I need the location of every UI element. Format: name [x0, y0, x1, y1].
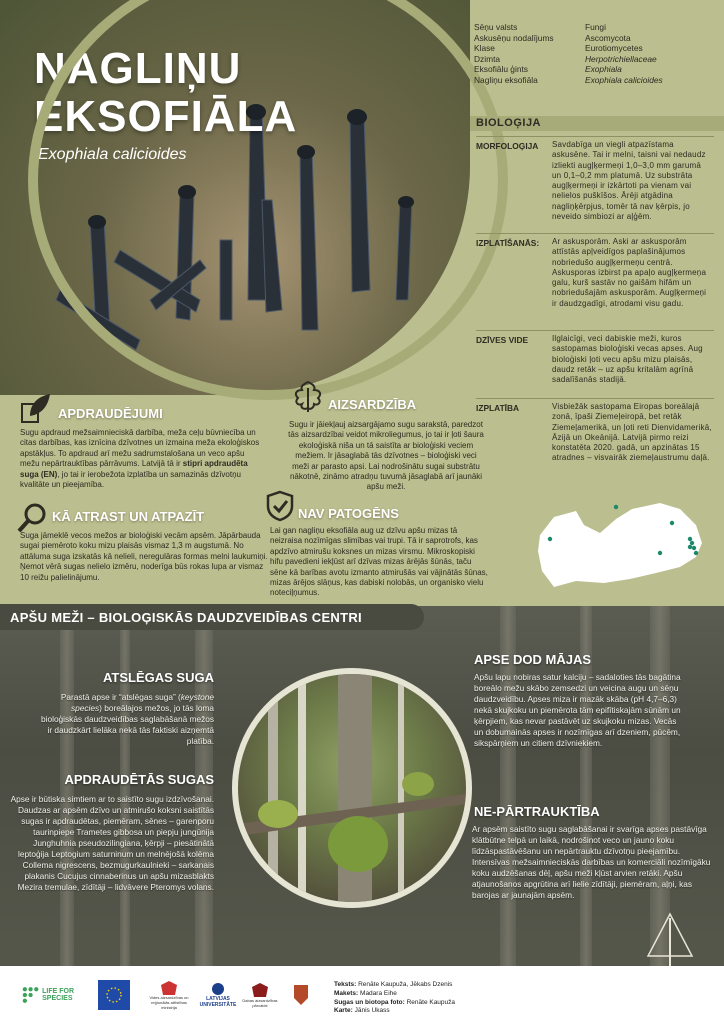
- ministry-logo: Vides aizsardzības un reģionālās attīstības ministrija: [148, 980, 190, 1010]
- biology-row-dispersal: IZPLATĪŠANĀS: Ar askusporām. Aski ar askusporām attīstās apļveidīgos paplašinājumos nobriedušo augļķermeņu centrā. Askusporas izbirst pa apaļo augļķermeņa galu, kurš sastāv no gaišām hifām un nobriedušajām askusporām. Augļķermeņi ir daudzgadīgi, atrodami visu gadu.: [476, 237, 707, 308]
- taxonomy-row: Nagliņu eksofiāla Exophiala calicioides: [474, 74, 663, 85]
- biology-row-habitat: DZĪVES VIDE Ilglaicīgi, veci dabiskie meži, kuros sastopamas bioloģiski vecas apses. Aug bioloģiski ļoti vecu apšu mizu plaisās, daudz retāk – uz apšu kritalām agrīnā sadalīšanās stadijā.: [476, 334, 703, 385]
- credits: Teksts: Renāte Kaupuža, Jēkabs Dzenis Makets: Madara Eihe Sugas un biotopa foto: Renāte Kaupuža Karte: Jānis Ukass: [334, 981, 456, 1015]
- magnifier-icon: [16, 502, 48, 534]
- title-line-1: NAGLIŅU: [34, 44, 242, 93]
- taxonomy-row: Sēņu valsts Fungi: [474, 22, 606, 32]
- protection-text: Sugu ir jāiekļauj aizsargājamo sugu sarakstā, paredzot tās aizsardzībai veidot mikroliegumus, jo tai ir ļoti šaura ekoloģiskā niša un tā saistīta ar bioloģiski veciem mežiem. Ir jāsaglabā tās dzīvotnes – bioloģiski veci meži ar parasto apsi. Lai nodrošinātu sugai substrātu nākotnē, zināmo atradņu tuvumā jāsaglabā arī jaunāki apšu meži.: [288, 420, 484, 492]
- taxonomy-row: Eksofiālu ģints Exophiala: [474, 64, 622, 75]
- divider: [476, 330, 714, 331]
- life-logo-icon: [22, 983, 39, 1007]
- continuity-title: NE-PĀRTRAUKTĪBA: [474, 804, 600, 819]
- threatened-title: APDRAUDĒTĀS SUGAS: [64, 772, 214, 787]
- divider: [476, 398, 714, 399]
- threats-title: APDRAUDĒJUMI: [58, 406, 163, 421]
- title-line-2: EKSOFIĀLA: [34, 92, 298, 141]
- taxonomy-table: [474, 22, 714, 86]
- latvia-distribution-map: [520, 495, 720, 595]
- map-dot: [658, 551, 662, 555]
- threatened-text: Apse ir būtiska simtiem ar to saistīto sugu izdzīvošanai. Daudzas ar apsēm dzīvo un atmirušo koksni saistītās sugas ir apdraudētas, piemēram, sēnes – garenporu taurinpiepe Trametes gibbosa un piepju jungūnija Junghuhnia pseudozilingiana, ķērpji – piesātinātā leptoģija Leptogium saturninum un melnējošā kolēma Collema nigrescens, bezmugurkaulnieki – sarkanais plakanis Cucujus cinnaberinus un apšu mizasblakts Mezira tremulae, zīdītāji – lidvāvere Pteromys volans.: [10, 794, 214, 892]
- map-dot: [692, 546, 696, 550]
- latin-name: Exophiala calicioides: [38, 146, 187, 163]
- shield-check-icon: [264, 490, 296, 522]
- map-dot: [614, 505, 618, 509]
- band-title: APŠU MEŽI – BIOLOĢISKĀS DAUDZVEIDĪBAS CENTRI: [10, 610, 362, 625]
- continuity-text: Ar apsēm saistīto sugu saglabāšanai ir svarīga apses pastāvīga klātbūtne telpā un laikā, nodrošinot veco un jauno koku līdzāspastāvēšanu un nepārtrauktu dzīvotņu pieejamību. Intensīvas mežsaimnieciskās darbības un komerciāli nozīmīgāku koku audzēšanas dēļ, apšu meži kļūst arvien retāki. Apšu atjaunošanos apgrūtina arī lielie zīdītāji, piemēram, aļņi, kas barojas ar jaunajām apsēm.: [472, 824, 711, 900]
- map-dot: [688, 545, 692, 549]
- nonpath-text: Lai gan nagliņu eksofiāla aug uz dzīvu apšu mizas tā neizraisa nozīmīgas slimības vai trupi. Tā ir saprotrofs, kas apdzīvo atmirušu koksnes un mizas virsmu. Mikroskopiski hifu pavedieni iekļūst arī dzīvas mizas ārējās šūnās, taču sēne kā barības avotu izmanto atmirušās vai vājinātās šūnas, mizas ārējos slāņus, kas dabiski nolobās, un organisko vielu noteciļņumus.: [270, 526, 488, 598]
- protection-title: AIZSARDZĪBA: [328, 397, 417, 412]
- keystone-title: ATSLĒGAS SUGA: [103, 670, 214, 685]
- aspen-forest-illustration: [238, 674, 466, 902]
- map-dot: [688, 537, 692, 541]
- biology-row-morphology: MORFOLOĢIJA Savdabīga un viegli atpazīstama askusēne. Tai ir melni, taisni vai nedaudz izliekti augļķermeņi 1,0–3,0 mm garumā un 0,1–0,2 mm platumā. Uz substrāta augļķermeņi ir izkārtoti pa vienam vai nelielos puškīšos. Ārēji atgādina nagliņķērpjus, tomēr tā nav ķērpis, jo neveido simbiozi ar aļģēm.: [476, 140, 706, 222]
- life-for-species-logo: LIFE FOR SPECIES: [22, 980, 88, 1010]
- ministry-crest-icon: [160, 980, 178, 995]
- map-dot: [670, 521, 674, 525]
- partner-crest-logo: [290, 980, 312, 1010]
- nature-agency-logo: Dabas aizsardzības pārvalde: [240, 980, 280, 1010]
- eu-stars-icon: [101, 985, 127, 1005]
- biology-row-distribution: IZPLATĪBA Visbiežāk sastopama Eiropas boreālajā zonā, īpaši Ziemeļeiropā, bet retāk Ziemeļamerikā, un ļoti reti Dienvidamerikā, Āzijā un Okeānijā. Latvijā pirmo reizi konstatēta 2020. gadā, un apzinātas 15 atradnes – visvairāk ziemeļaustrumu daļā.: [476, 402, 712, 463]
- threats-text: Sugu apdraud mežsaimnieciskā darbība, meža ceļu būvniecība un citas darbības, kas iznīcina dzīvotnes un izmaina meža ekoloģiskos apstākļus. To apdraud arī mežu sadrumstalošana un veco apšu mežu nepārtrauktības pārrāvums. Latvijā tā ir stipri apdraudēta suga (EN), jo tai ir ierobežota izplatība un samazinās dzīvotņu kvalitāte un pieejamība.: [20, 428, 260, 490]
- nonpath-title: NAV PATOGĒNS: [298, 506, 399, 521]
- taxonomy-row: Dzimta Herpotrichiellaceae: [474, 53, 657, 64]
- university-logo: LATVIJAS UNIVERSITĀTE: [196, 980, 240, 1010]
- keystone-text: Parastā apse ir “atslēgas suga” (keystone species) boreālajos mežos, jo tās loma bioloģiskās daudzveidības saglabāšanā mežos ir daudzkārt lielāka nekā tās faktiski aizņemtā platība.: [41, 692, 214, 746]
- home-title: APSE DOD MĀJAS: [474, 652, 592, 667]
- biology-title: BIOLOĢIJA: [476, 117, 542, 129]
- leaf-icon: [20, 392, 52, 424]
- map-dot: [694, 551, 698, 555]
- map-dot: [548, 537, 552, 541]
- map-dot: [690, 541, 694, 545]
- aspen-forest-photo: [232, 668, 472, 908]
- find-text: Suga jāmeklē vecos mežos ar bioloģiski vecām apsēm. Jāpārbauda sugai piemēroto koku mizu plaisās vismaz 1,3 m augstumā. No attāluma suga izskatās kā nelieli, neregulāras formas melni laukumiņi. Ņemot vērā sugas nelielo izmēru, noderīga būs rokas lupa ar vismaz 10 reižu palielinājumu.: [20, 531, 268, 582]
- partner-crest-icon: [293, 984, 309, 1006]
- divider: [476, 136, 714, 137]
- university-crest-icon: [209, 982, 227, 996]
- latvia-map-shape: [538, 503, 702, 587]
- nature-agency-crest-icon: [251, 982, 269, 998]
- taxonomy-row: Askusēņu nodalījums Ascomycota: [474, 32, 631, 43]
- eu-flag-logo: [98, 980, 130, 1010]
- taxonomy-row: Klase Eurotiomycetes: [474, 43, 643, 54]
- oak-leaf-icon: [292, 380, 324, 412]
- home-text: Apšu lapu nobiras satur kalciju – sadaloties tās bagātina boreālo mežu skābo zemsedzi un veicina augu un sēņu daudzveidību. Apses miza ir mazāk skāba (pH 4,7–6,3) nekā skujkoku un piemērota tām epifītiskajām sūnām un ķērpjiem, kas nevar pastāvēt uz skujkoku mizas. Vecās un dobumainās apses ir nozīmīgas arī dzeniem, pūcēm, sikspārņiem un citiem dzīvniekiem.: [474, 672, 681, 748]
- hero-photo: [0, 0, 470, 395]
- divider: [476, 233, 714, 234]
- find-title: KĀ ATRAST UN ATPAZĪT: [52, 509, 205, 524]
